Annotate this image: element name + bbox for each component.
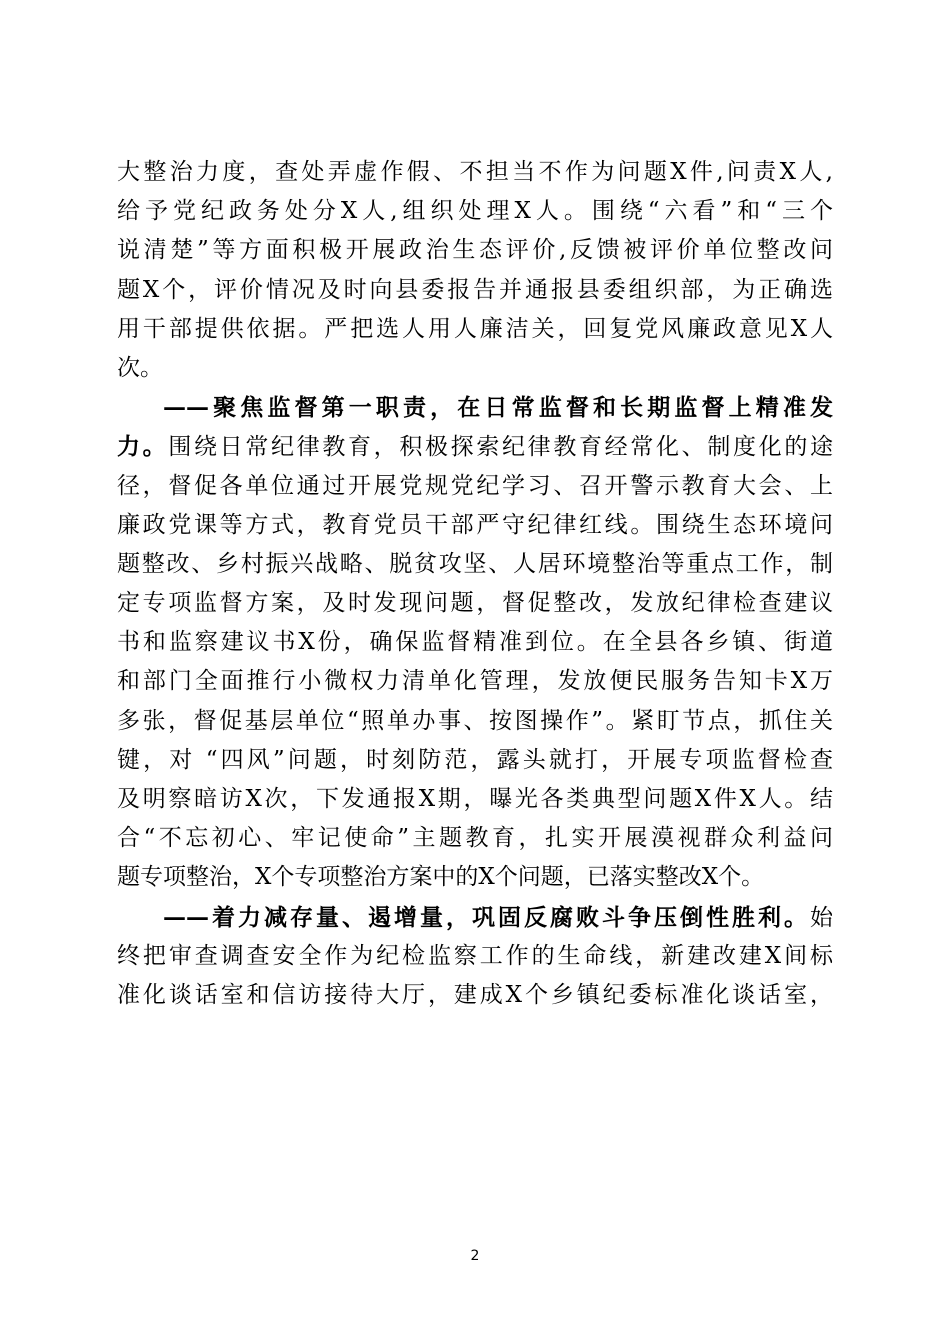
text-line: 及明察暗访X次，下发通报X期，曝光各类典型问题X件X人。结 xyxy=(117,786,833,812)
text-line: 说清楚”等方面积极开展政治生态评价,反馈被评价单位整改问 xyxy=(117,237,833,264)
section-heading: ——聚焦监督第一职责，在日常监督和长期监督上精准发 xyxy=(163,394,833,422)
text-line: 力。围绕日常纪律教育，积极探索纪律教育经常化、制度化的途 xyxy=(117,433,833,461)
text-line: 大整治力度，查处弄虚作假、不担当不作为问题X件,问责X人, xyxy=(117,159,833,185)
text-line: 用干部提供依据。严把选人用人廉洁关，回复党风廉政意见X人 xyxy=(117,315,833,342)
paragraph xyxy=(117,153,833,388)
text-line: 题整改、乡村振兴战略、脱贫攻坚、人居环境整治等重点工作，制 xyxy=(117,550,833,577)
section-heading: 力。 xyxy=(117,433,169,461)
document-body xyxy=(117,153,833,1015)
paragraph xyxy=(117,388,833,897)
text-line xyxy=(117,388,833,427)
text-line: 给予党纪政务处分X人,组织处理X人。围绕“六看”和“三个 xyxy=(117,198,833,225)
text-line: 径，督促各单位通过开展党规党纪学习、召开警示教育大会、上 xyxy=(117,472,833,499)
text-line: 次。 xyxy=(117,354,163,381)
text-line: 键，对 “四风”问题，时刻防范，露头就打，开展专项监督检查 xyxy=(117,746,833,773)
text-line: 准化谈话室和信访接待大厅，建成X个乡镇纪委标准化谈话室， xyxy=(117,981,833,1008)
text-line: 书和监察建议书X份，确保监督精准到位。在全县各乡镇、街道 xyxy=(117,629,833,656)
paragraph xyxy=(117,898,833,1016)
text-line: 题专项整治，X个专项整治方案中的X个问题，已落实整改X个。 xyxy=(117,864,765,891)
text-line: 题X个，评价情况及时向县委报告并通报县委组织部，为正确选 xyxy=(117,276,833,303)
text-line: 终把审查调查安全作为纪检监察工作的生命线，新建改建X间标 xyxy=(117,942,833,969)
text-line: ——着力减存量、遏增量，巩固反腐败斗争压倒性胜利。始 xyxy=(163,903,833,931)
page-number: 2 xyxy=(470,1248,480,1264)
text-line: 定专项监督方案，及时发现问题，督促整改，发放纪律检查建议 xyxy=(117,590,833,617)
text-line: 廉政党课等方式，教育党员干部严守纪律红线。围绕生态环境问 xyxy=(117,511,833,538)
text-line: 多张，督促基层单位“照单办事、按图操作”。紧盯节点，抓住关 xyxy=(117,707,833,734)
section-heading: ——着力减存量、遏增量，巩固反腐败斗争压倒性胜利。 xyxy=(163,903,810,931)
text-line: 合“不忘初心、牢记使命”主题教育，扎实开展漠视群众利益问 xyxy=(117,825,833,852)
text-line: 和部门全面推行小微权力清单化管理，发放便民服务告知卡X万 xyxy=(117,668,833,695)
